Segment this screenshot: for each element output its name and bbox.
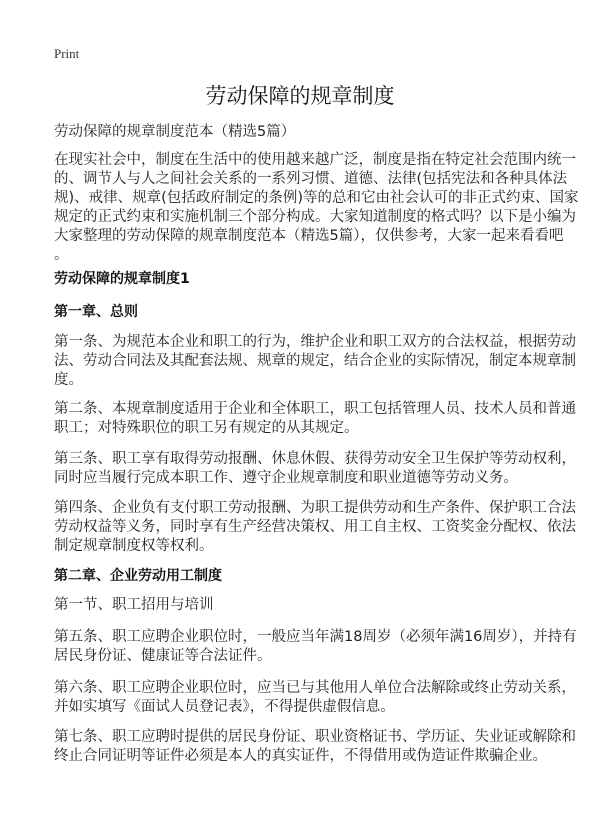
text-line: 在现实社会中，制度在生活中的使用越来越广泛，制度是指在特定社会范围内统一 bbox=[54, 152, 576, 168]
section-heading: 劳动保障的规章制度1 bbox=[54, 271, 190, 287]
text-line: 。 bbox=[54, 247, 69, 263]
subtitle: 劳动保障的规章制度范本（精选5篇） bbox=[54, 124, 296, 140]
article-5 bbox=[54, 628, 577, 666]
text-line: 制定规章制度权等权利。 bbox=[54, 538, 214, 554]
article-7 bbox=[54, 728, 576, 766]
text-line: 第二条、本规章制度适用于企业和全体职工，职工包括管理人员、技术人员和普通 bbox=[54, 401, 576, 417]
text-line: 第一条、为规范本企业和职工的行为，维护企业和职工双方的合法权益，根据劳动 bbox=[54, 334, 576, 350]
text-line: 第六条、职工应聘企业职位时，应当已与其他用人单位合法解除或终止劳动关系， bbox=[54, 680, 576, 696]
text-line: 第七条、职工应聘时提供的居民身份证、职业资格证书、学历证、失业证或解除和 bbox=[54, 729, 576, 745]
article-2 bbox=[54, 400, 576, 438]
text-line: 的、调节人与人之间社会关系的一系列习惯、道德、法律(包括宪法和各种具体法 bbox=[54, 171, 568, 187]
text-line: 法、劳动合同法及其配套法规、规章的规定，结合企业的实际情况，制定本规章制 bbox=[54, 353, 576, 369]
text-line: 职工；对特殊职位的职工另有规定的从其规定。 bbox=[54, 420, 359, 436]
text-line: 并如实填写《面试人员登记表》，不得提供虚假信息。 bbox=[54, 699, 395, 715]
article-6 bbox=[54, 679, 576, 717]
text-line: 度。 bbox=[54, 372, 83, 388]
text-line: 终止合同证明等证件必须是本人的真实证件，不得借用或伪造证件欺骗企业。 bbox=[54, 748, 547, 764]
article-1 bbox=[54, 333, 576, 390]
text-line: 居民身份证、健康证等合法证件。 bbox=[54, 648, 272, 664]
article-3 bbox=[54, 450, 576, 488]
chapter-heading: 第一章、总则 bbox=[54, 304, 138, 320]
text-line: 规定的正式约束和实施机制三个部分构成。大家知道制度的格式吗？以下是小编为 bbox=[54, 209, 576, 225]
text-line: 大家整理的劳动保障的规章制度范本（精选5篇），仅供参考，大家一起来看看吧 bbox=[54, 228, 564, 244]
text-line: 第三条、职工享有取得劳动报酬、休息休假、获得劳动安全卫生保护等劳动权利， bbox=[54, 451, 576, 467]
text-line: 第四条、企业负有支付职工劳动报酬、为职工提供劳动和生产条件、保护职工合法 bbox=[54, 500, 576, 516]
chapter-heading: 第二章、企业劳动用工制度 bbox=[54, 568, 222, 584]
text-line: 同时应当履行完成本职工作、遵守企业规章制度和职业道德等劳动义务。 bbox=[54, 470, 518, 486]
section-subheading: 第一节、职工招用与培训 bbox=[54, 597, 214, 613]
text-line: 第五条、职工应聘企业职位时，一般应当年满18周岁（必须年满16周岁），并持有 bbox=[54, 629, 577, 645]
article-4 bbox=[54, 499, 576, 556]
text-line: 劳动权益等义务，同时享有生产经营决策权、用工自主权、工资奖金分配权、依法 bbox=[54, 519, 576, 535]
print-link[interactable]: Print bbox=[54, 46, 80, 61]
intro-paragraph bbox=[54, 151, 578, 265]
text-line: 规)、戒律、规章(包括政府制定的条例)等的总和它由社会认可的非正式约束、国家 bbox=[54, 190, 579, 206]
page-title: 劳动保障的规章制度 bbox=[205, 84, 395, 108]
